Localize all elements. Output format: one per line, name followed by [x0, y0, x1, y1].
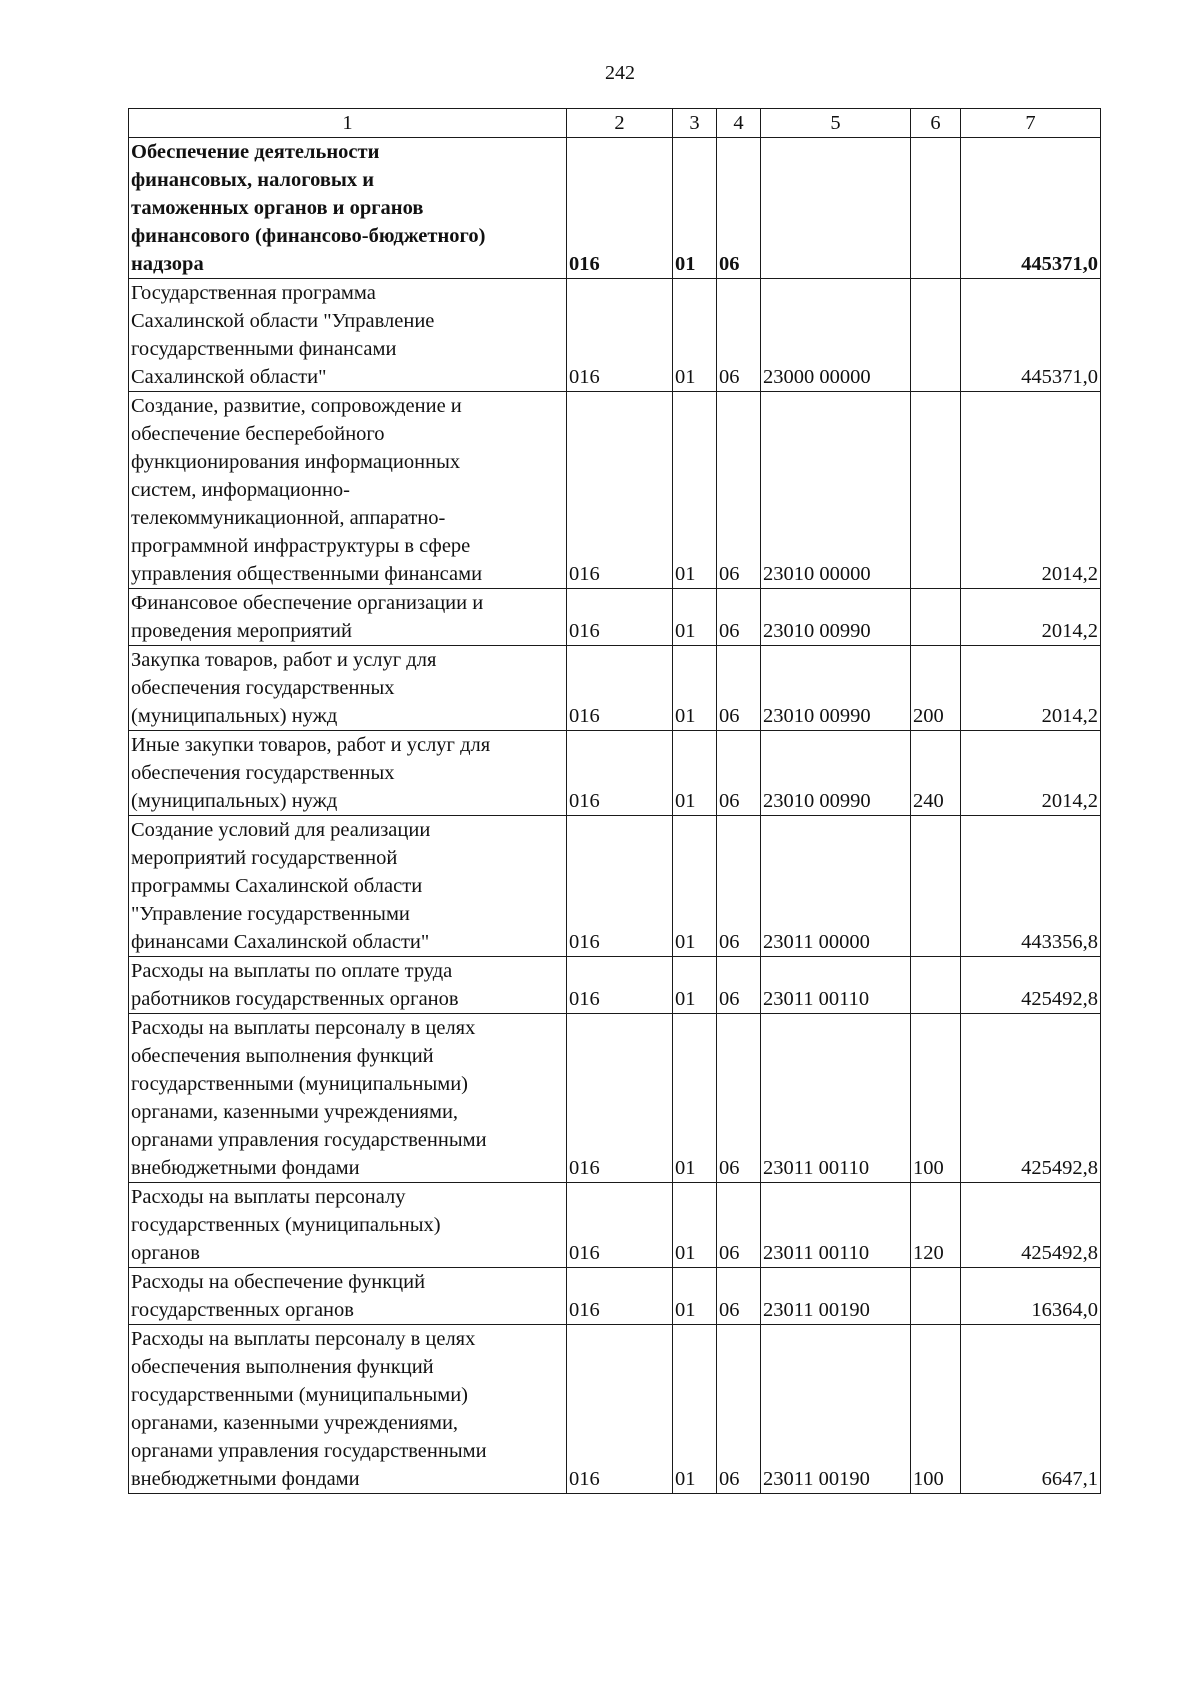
cell-sum: 425492,8	[961, 1183, 1101, 1268]
table-row	[129, 279, 1101, 392]
cell-expense-type	[911, 816, 961, 957]
column-header: 2	[567, 109, 673, 138]
cell-ved: 016	[567, 138, 673, 279]
cell-target-article: 23010 00990	[761, 646, 911, 731]
cell-subsection: 06	[717, 392, 761, 589]
cell-sum: 445371,0	[961, 138, 1101, 279]
cell-sum: 16364,0	[961, 1268, 1101, 1325]
row-name: Обеспечение деятельности финансовых, налоговых и таможенных органов и органов финансового (финансово-бюджетного) надзора	[129, 138, 567, 279]
table-row	[129, 731, 1101, 816]
table-header-row	[129, 109, 1101, 138]
column-header: 3	[673, 109, 717, 138]
cell-target-article: 23010 00990	[761, 589, 911, 646]
budget-table	[128, 108, 1101, 1494]
row-name: Финансовое обеспечение организации и проведения мероприятий	[129, 589, 567, 646]
cell-ved: 016	[567, 731, 673, 816]
row-name: Создание, развитие, сопровождение и обеспечение бесперебойного функционирования информационных систем, информационно- телекоммуникационной, аппаратно- программной инфраструктуры в сфере управления общественными финансами	[129, 392, 567, 589]
cell-target-article: 23000 00000	[761, 279, 911, 392]
cell-section: 01	[673, 1014, 717, 1183]
cell-expense-type: 120	[911, 1183, 961, 1268]
cell-subsection: 06	[717, 646, 761, 731]
row-name: Расходы на выплаты по оплате труда работников государственных органов	[129, 957, 567, 1014]
cell-subsection: 06	[717, 279, 761, 392]
cell-target-article: 23010 00990	[761, 731, 911, 816]
cell-expense-type	[911, 1268, 961, 1325]
cell-section: 01	[673, 392, 717, 589]
cell-ved: 016	[567, 816, 673, 957]
cell-ved: 016	[567, 1268, 673, 1325]
cell-target-article: 23011 00000	[761, 816, 911, 957]
column-header: 7	[961, 109, 1101, 138]
cell-ved: 016	[567, 1325, 673, 1494]
table-row	[129, 589, 1101, 646]
cell-target-article: 23011 00110	[761, 1014, 911, 1183]
cell-section: 01	[673, 816, 717, 957]
cell-target-article	[761, 138, 911, 279]
row-name: Иные закупки товаров, работ и услуг для обеспечения государственных (муниципальных) нужд	[129, 731, 567, 816]
cell-expense-type: 100	[911, 1014, 961, 1183]
table-row	[129, 816, 1101, 957]
cell-subsection: 06	[717, 731, 761, 816]
cell-subsection: 06	[717, 589, 761, 646]
cell-target-article: 23011 00190	[761, 1268, 911, 1325]
cell-ved: 016	[567, 957, 673, 1014]
cell-sum: 6647,1	[961, 1325, 1101, 1494]
cell-sum: 2014,2	[961, 589, 1101, 646]
cell-subsection: 06	[717, 138, 761, 279]
table-row	[129, 1014, 1101, 1183]
row-name: Государственная программа Сахалинской области "Управление государственными финансами Сахалинской области"	[129, 279, 567, 392]
cell-target-article: 23010 00000	[761, 392, 911, 589]
row-name: Расходы на обеспечение функций государственных органов	[129, 1268, 567, 1325]
cell-section: 01	[673, 1268, 717, 1325]
cell-expense-type: 240	[911, 731, 961, 816]
column-header: 5	[761, 109, 911, 138]
row-name: Расходы на выплаты персоналу в целях обеспечения выполнения функций государственными (муниципальными) органами, казенными учреждениями, органами управления государственными внебюджетными фондами	[129, 1325, 567, 1494]
cell-section: 01	[673, 279, 717, 392]
table-row	[129, 957, 1101, 1014]
cell-ved: 016	[567, 1183, 673, 1268]
table-row	[129, 646, 1101, 731]
cell-sum: 443356,8	[961, 816, 1101, 957]
cell-subsection: 06	[717, 1183, 761, 1268]
row-name: Закупка товаров, работ и услуг для обеспечения государственных (муниципальных) нужд	[129, 646, 567, 731]
row-name: Расходы на выплаты персоналу государственных (муниципальных) органов	[129, 1183, 567, 1268]
cell-subsection: 06	[717, 816, 761, 957]
column-header: 6	[911, 109, 961, 138]
cell-sum: 425492,8	[961, 1014, 1101, 1183]
cell-section: 01	[673, 1183, 717, 1268]
cell-subsection: 06	[717, 957, 761, 1014]
cell-sum: 445371,0	[961, 279, 1101, 392]
cell-ved: 016	[567, 279, 673, 392]
column-header: 1	[129, 109, 567, 138]
table-row	[129, 138, 1101, 279]
cell-target-article: 23011 00190	[761, 1325, 911, 1494]
cell-expense-type	[911, 589, 961, 646]
column-header: 4	[717, 109, 761, 138]
cell-subsection: 06	[717, 1014, 761, 1183]
cell-section: 01	[673, 957, 717, 1014]
table-row	[129, 1268, 1101, 1325]
row-name: Создание условий для реализации мероприятий государственной программы Сахалинской области "Управление государственными финансами Сахалинской области"	[129, 816, 567, 957]
cell-expense-type	[911, 392, 961, 589]
cell-subsection: 06	[717, 1325, 761, 1494]
page-number: 242	[605, 62, 635, 84]
cell-ved: 016	[567, 646, 673, 731]
cell-expense-type: 100	[911, 1325, 961, 1494]
cell-section: 01	[673, 138, 717, 279]
table-row	[129, 1183, 1101, 1268]
table-row	[129, 392, 1101, 589]
cell-section: 01	[673, 589, 717, 646]
cell-sum: 2014,2	[961, 731, 1101, 816]
row-name: Расходы на выплаты персоналу в целях обеспечения выполнения функций государственными (муниципальными) органами, казенными учреждениями, органами управления государственными внебюджетными фондами	[129, 1014, 567, 1183]
cell-target-article: 23011 00110	[761, 1183, 911, 1268]
cell-sum: 2014,2	[961, 392, 1101, 589]
cell-ved: 016	[567, 1014, 673, 1183]
cell-sum: 425492,8	[961, 957, 1101, 1014]
cell-sum: 2014,2	[961, 646, 1101, 731]
cell-section: 01	[673, 1325, 717, 1494]
cell-expense-type	[911, 138, 961, 279]
cell-section: 01	[673, 646, 717, 731]
cell-expense-type: 200	[911, 646, 961, 731]
table-row	[129, 1325, 1101, 1494]
cell-section: 01	[673, 731, 717, 816]
cell-ved: 016	[567, 392, 673, 589]
cell-expense-type	[911, 279, 961, 392]
cell-subsection: 06	[717, 1268, 761, 1325]
cell-expense-type	[911, 957, 961, 1014]
cell-target-article: 23011 00110	[761, 957, 911, 1014]
cell-ved: 016	[567, 589, 673, 646]
